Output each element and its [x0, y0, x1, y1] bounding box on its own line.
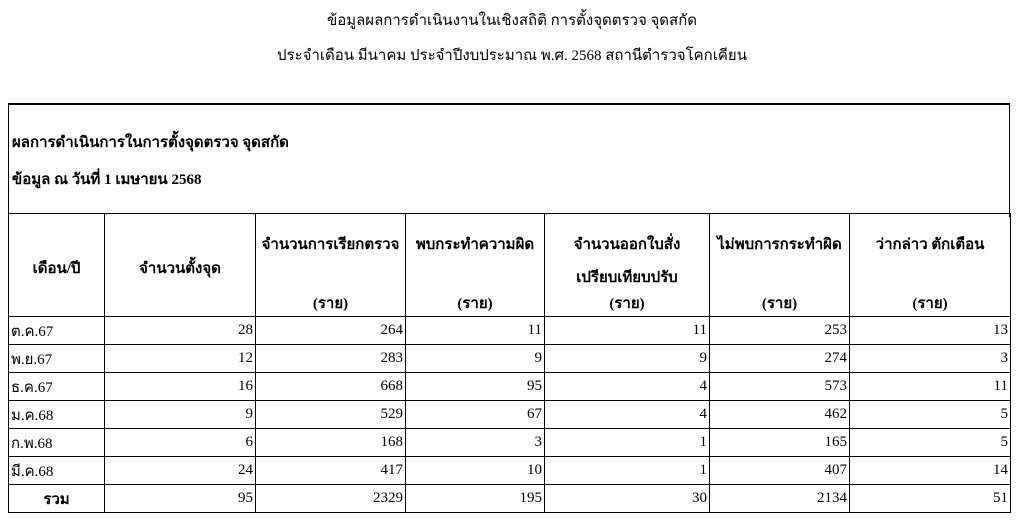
table-row [9, 429, 1011, 457]
table-row [9, 373, 1011, 401]
statistics-table [8, 213, 1011, 513]
cell-offenses: 67 [406, 401, 545, 429]
total-warnings: 51 [850, 485, 1011, 513]
cell-warnings: 14 [850, 457, 1011, 485]
cell-checkpoints: 6 [105, 429, 256, 457]
table-row [9, 345, 1011, 373]
total-offenses: 195 [406, 485, 545, 513]
cell-month: ม.ค.68 [9, 401, 105, 429]
total-no-offense: 2134 [710, 485, 850, 513]
cell-checkpoints: 16 [105, 373, 256, 401]
cell-stops: 168 [256, 429, 406, 457]
cell-stops: 668 [256, 373, 406, 401]
total-row [9, 485, 1011, 513]
cell-stops: 417 [256, 457, 406, 485]
report-subtitle: ประจำเดือน มีนาคม ประจำปีงบประมาณ พ.ศ. 2568 สถานีตำรวจโคกเคียน [277, 48, 747, 64]
col-header-offenses [406, 214, 545, 317]
cell-tickets: 4 [545, 401, 710, 429]
cell-warnings: 5 [850, 429, 1011, 457]
cell-tickets: 1 [545, 429, 710, 457]
col-stops-label: จำนวนการเรียกตรวจ [261, 237, 400, 253]
col-tickets-label: จำนวนออกใบสั่ง [573, 237, 681, 253]
cell-offenses: 11 [406, 317, 545, 345]
cell-no-offense: 462 [710, 401, 850, 429]
col-warnings-unit: (ราย) [912, 296, 948, 312]
cell-month: ต.ค.67 [9, 317, 105, 345]
col-offenses-unit: (ราย) [457, 296, 493, 312]
cell-warnings: 11 [850, 373, 1011, 401]
table-row [9, 317, 1011, 345]
col-month-label: เดือน/ปี [32, 261, 81, 277]
total-label: รวม [9, 485, 105, 513]
col-header-no-offense [710, 214, 850, 317]
table-row [9, 457, 1011, 485]
cell-no-offense: 253 [710, 317, 850, 345]
cell-month: พ.ย.67 [9, 345, 105, 373]
cell-no-offense: 573 [710, 373, 850, 401]
cell-month: ก.พ.68 [9, 429, 105, 457]
cell-stops: 264 [256, 317, 406, 345]
header-row [9, 214, 1011, 317]
cell-offenses: 10 [406, 457, 545, 485]
cell-warnings: 5 [850, 401, 1011, 429]
total-stops: 2329 [256, 485, 406, 513]
col-stops-unit: (ราย) [312, 296, 349, 312]
col-header-warnings [850, 214, 1011, 317]
cell-offenses: 9 [406, 345, 545, 373]
cell-offenses: 95 [406, 373, 545, 401]
col-offenses-label: พบกระทำความผิด [415, 237, 535, 253]
cell-checkpoints: 12 [105, 345, 256, 373]
cell-month: ธ.ค.67 [9, 373, 105, 401]
cell-checkpoints: 24 [105, 457, 256, 485]
cell-no-offense: 407 [710, 457, 850, 485]
col-header-month [9, 214, 105, 317]
section-title: ผลการดำเนินการในการตั้งจุดตรวจ จุดสกัด [12, 135, 289, 151]
col-header-stops [256, 214, 406, 317]
col-checkpoints-label: จำนวนตั้งจุด [139, 261, 221, 277]
cell-no-offense: 165 [710, 429, 850, 457]
cell-tickets: 4 [545, 373, 710, 401]
col-no-offense-unit: (ราย) [761, 296, 798, 312]
cell-tickets: 11 [545, 317, 710, 345]
col-no-offense-label: ไม่พบการกระทำผิด [717, 237, 842, 253]
col-warnings-label: ว่ากล่าว ตักเตือน [875, 237, 985, 253]
col-tickets-label-2: เปรียบเทียบปรับ [576, 270, 678, 286]
total-tickets: 30 [545, 485, 710, 513]
cell-checkpoints: 28 [105, 317, 256, 345]
cell-offenses: 3 [406, 429, 545, 457]
cell-month: มี.ค.68 [9, 457, 105, 485]
cell-stops: 283 [256, 345, 406, 373]
cell-stops: 529 [256, 401, 406, 429]
col-tickets-unit: (ราย) [609, 296, 645, 312]
table-row [9, 401, 1011, 429]
cell-warnings: 3 [850, 345, 1011, 373]
report-title: ข้อมูลผลการดำเนินงานในเชิงสถิติ การตั้งจุดตรวจ จุดสกัด [326, 13, 698, 29]
col-header-tickets [545, 214, 710, 317]
section-frame [8, 103, 1010, 217]
cell-checkpoints: 9 [105, 401, 256, 429]
as-of-date: ข้อมูล ณ วันที่ 1 เมษายน 2568 [12, 172, 202, 188]
col-header-checkpoints [105, 214, 256, 317]
cell-tickets: 9 [545, 345, 710, 373]
cell-tickets: 1 [545, 457, 710, 485]
total-checkpoints: 95 [105, 485, 256, 513]
cell-no-offense: 274 [710, 345, 850, 373]
cell-warnings: 13 [850, 317, 1011, 345]
